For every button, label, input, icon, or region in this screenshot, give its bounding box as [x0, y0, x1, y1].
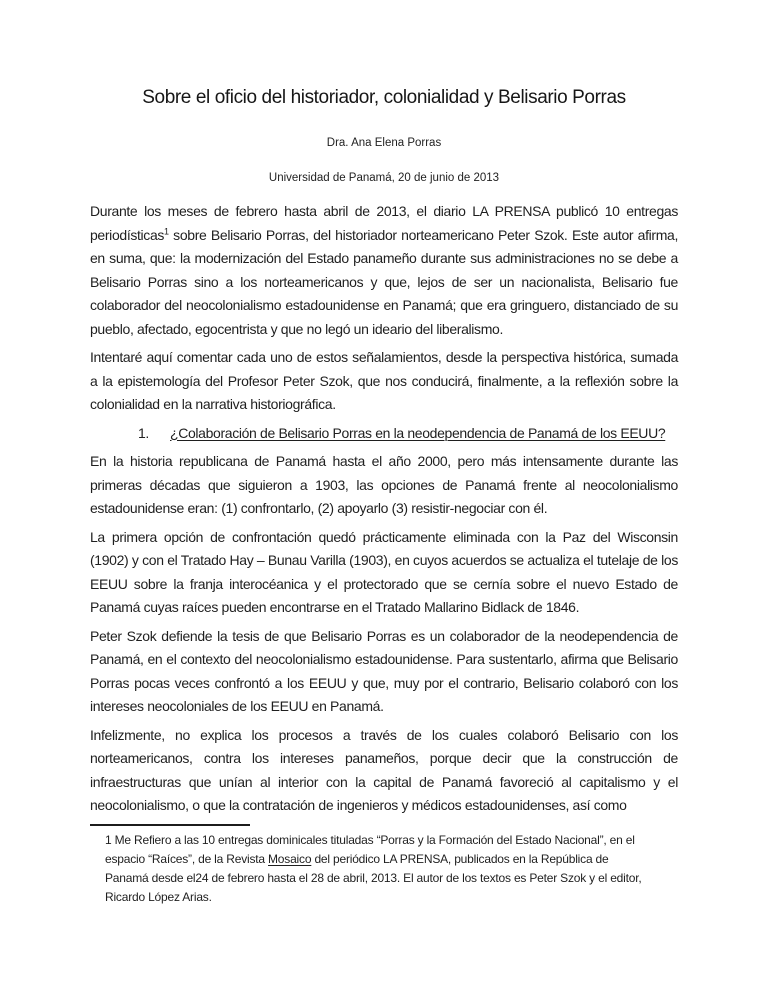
footnote-reference-mark: 1: [164, 225, 169, 236]
paragraph-intro: [90, 200, 678, 341]
paragraph-intro-text: Durante los meses de febrero hasta abril de 2013, el diario LA PRENSA publicó 10 entregas periodísticas: [90, 203, 678, 243]
footnote-text-continued: del periódico LA PRENSA, publicados en la República de Panamá desde el24 de febrero hasta el 28 de abril, 2013. El autor de los textos es Peter Szok y el editor, Ricardo López Arias.: [105, 851, 642, 904]
paragraph-first-option: La primera opción de confrontación quedó prácticamente eliminada con la Paz del Wisconsin (1902) y con el Tratado Hay – Bunau Varilla (1903), en cuyos acuerdos se actualiza el tutelaje de los EEUU sobre la franja interocéanica y el protectorado que se cernía sobre el nuevo Estado de Panamá cuyas raíces pueden encontrarse en el Tratado Mallarino Bidlack de 1846.: [90, 528, 678, 615]
section-1-heading: [90, 422, 678, 446]
footnote-separator: [90, 824, 250, 826]
section-1-number: 1.: [138, 424, 149, 441]
paragraph-intro-continued: sobre Belisario Porras, del historiador norteamericano Peter Szok. Este autor afirma, en suma, que: la modernización del Estado panameño durante sus administraciones no se debe a Belisario Porras sino a los norteamericanos y que, lejos de ser un nacionalista, Belisario fue colaborador del neocolonialismo estadounidense en Panamá; que era gringuero, distanciado de su pueblo, afectado, egocentrista y que no legó un ideario del liberalismo.: [90, 226, 678, 337]
footnote-marker: 1: [105, 832, 112, 847]
footnote-text: Me Refiero a las 10 entregas dominicales tituladas “Porras y la Formación del Estado Nacional”, en el espacio “Raíces”, de la Revista: [105, 832, 635, 866]
author-line: Dra. Ana Elena Porras: [326, 137, 442, 149]
section-1-title: ¿Colaboración de Belisario Porras en la neodependencia de Panamá de los EEUU?: [170, 424, 666, 441]
paragraph-criticism: Infelizmente, no explica los procesos a través de los cuales colaboró Belisario con los norteamericanos, contra los intereses panameños, porque decir que la construcción de infraestructuras que unían al interior con la capital de Panamá favoreció al capitalismo y el neocolonialismo, o que la contratación de ingenieros y médicos estadounidenses, así como: [90, 726, 678, 813]
document-title: Sobre el oficio del historiador, colonialidad y Belisario Porras: [142, 87, 626, 108]
footnote: [105, 831, 650, 907]
paragraph-szok-thesis: Peter Szok defiende la tesis de que Belisario Porras es un colaborador de la neodependencia de Panamá, en el contexto del neocolonialismo estadounidense. Para sustentarlo, afirma que Belisario Porras pocas veces confrontó a los EEUU y que, muy por el contrario, Belisario colaboró con los intereses neocoloniales de los EEUU en Panamá.: [90, 627, 678, 714]
paragraph-options: En la historia republicana de Panamá hasta el año 2000, pero más intensamente durante las primeras décadas que siguieron a 1903, las opciones de Panamá frente al neocolonialismo estadounidense eran: (1) confrontarlo, (2) apoyarlo (3) resistir-negociar con él.: [90, 453, 678, 516]
paragraph-commentary-plan: Intentaré aquí comentar cada uno de estos señalamientos, desde la perspectiva histórica, sumada a la epistemología del Profesor Peter Szok, que nos conducirá, finalmente, a la reflexión sobre la colonialidad en la narrativa historiográfica.: [90, 349, 678, 412]
footnote-journal-name: Mosaico: [268, 851, 312, 866]
venue-date-line: Universidad de Panamá, 20 de junio de 2013: [268, 172, 500, 184]
page-content: [0, 86, 768, 907]
